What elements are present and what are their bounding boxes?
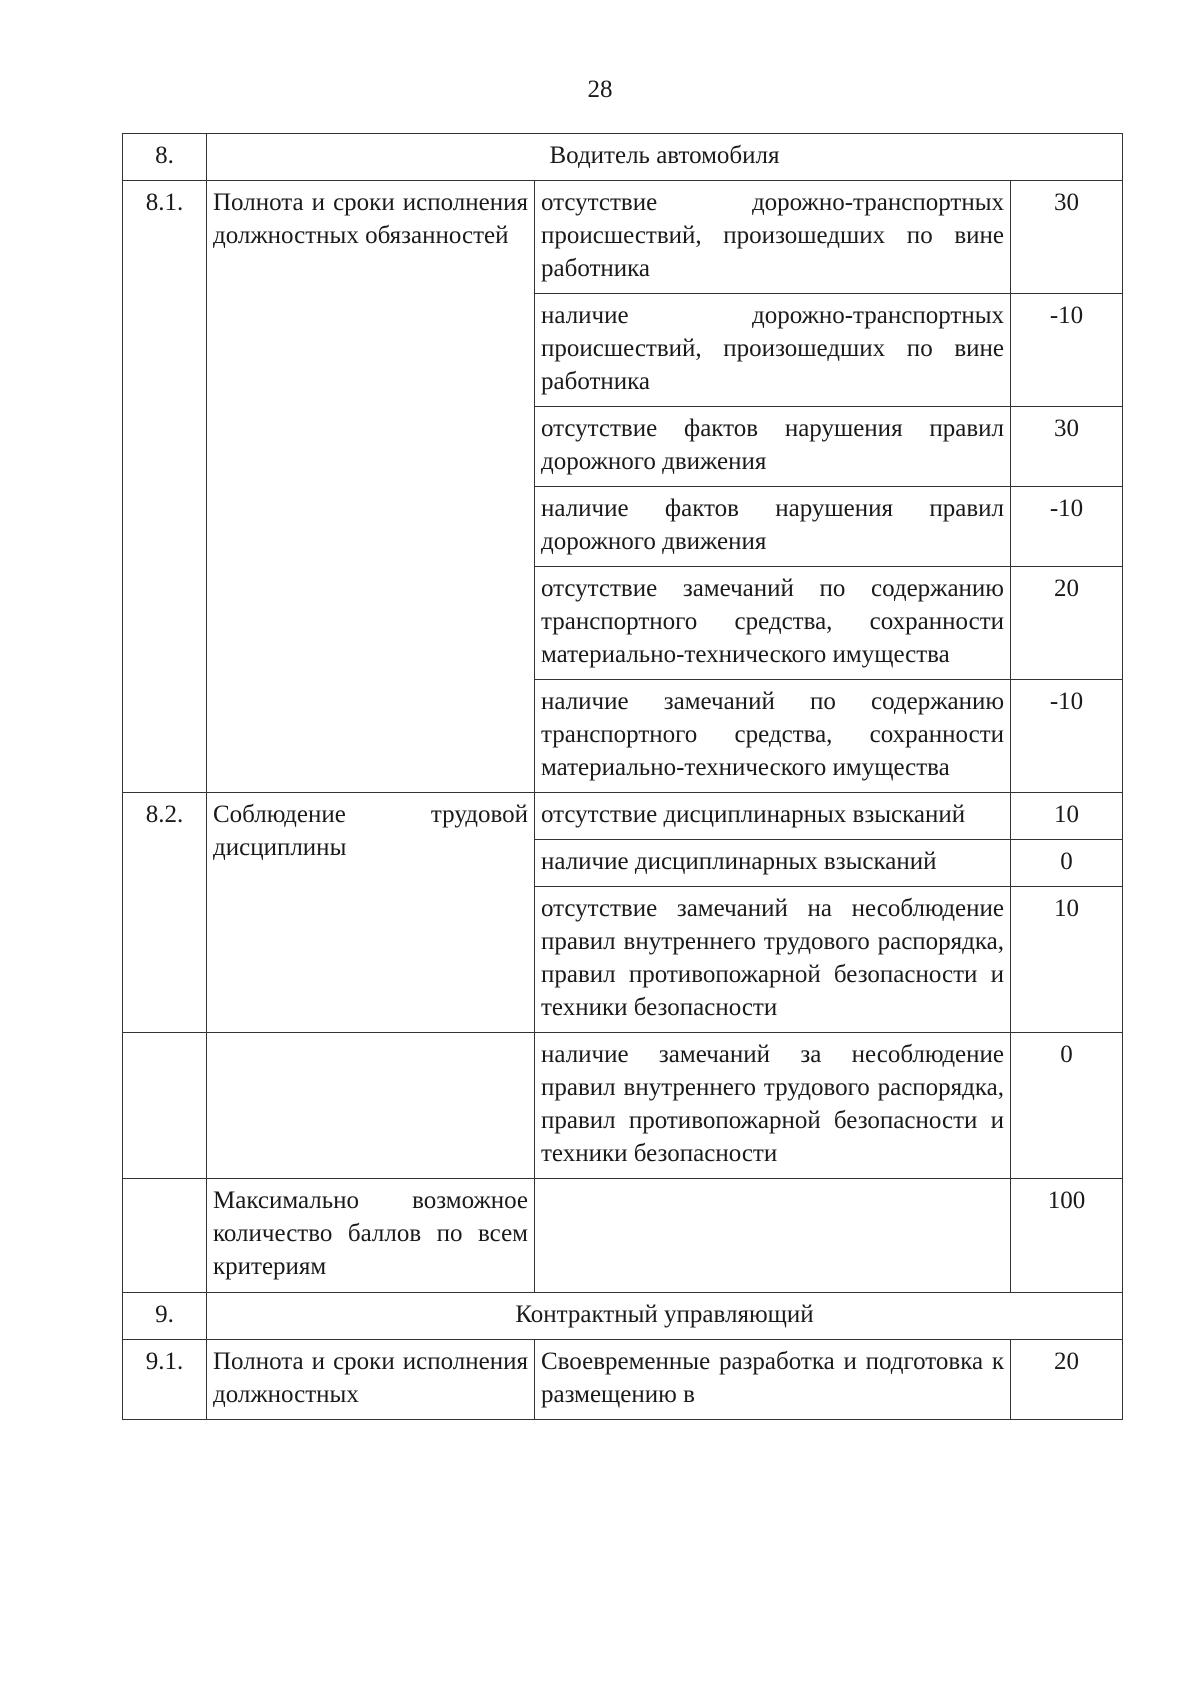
section-number: 9. [123,1293,207,1340]
section-title: Контрактный управляющий [207,1293,1123,1340]
table-row [123,1033,1123,1179]
criterion-number: 9.1. [123,1340,207,1420]
score-value: 0 [1011,1033,1123,1179]
empty-cell [123,1033,207,1179]
table-row [123,793,1123,840]
criterion-name: Соблюдение трудовой дисциплины [207,793,535,1033]
indicator-text: наличие фактов нарушения правил дорожного движения [535,487,1011,567]
table-row [123,181,1123,294]
score-value: 30 [1011,407,1123,487]
score-value: 10 [1011,793,1123,840]
section-header-row [123,1293,1123,1340]
criterion-name: Полнота и сроки исполнения должностных [207,1340,535,1420]
score-value: 0 [1011,840,1123,887]
empty-cell [207,1033,535,1179]
empty-cell [535,1179,1011,1293]
score-value: 10 [1011,887,1123,1033]
indicator-text: отсутствие замечаний по содержанию транспортного средства, сохранности материально-технического имущества [535,567,1011,680]
indicator-text: отсутствие дисциплинарных взысканий [535,793,1011,840]
indicator-text: Своевременные разработка и подготовка к размещению в [535,1340,1011,1420]
criterion-number: 8.2. [123,793,207,1033]
score-value: 20 [1011,567,1123,680]
max-score-row [123,1179,1123,1293]
max-score-label: Максимально возможное количество баллов по всем критериям [207,1179,535,1293]
criteria-table [122,133,1123,1420]
indicator-text: наличие замечаний за несоблюдение правил внутреннего трудового распорядка, правил противопожарной безопасности и техники безопасности [535,1033,1011,1179]
section-number: 8. [123,134,207,181]
score-value: -10 [1011,487,1123,567]
section-title: Водитель автомобиля [207,134,1123,181]
indicator-text: наличие замечаний по содержанию транспортного средства, сохранности материально-технического имущества [535,680,1011,793]
criterion-number: 8.1. [123,181,207,793]
indicator-text: отсутствие дорожно-транспортных происшествий, произошедших по вине работника [535,181,1011,294]
criterion-name: Полнота и сроки исполнения должностных обязанностей [207,181,535,793]
indicator-text: отсутствие фактов нарушения правил дорожного движения [535,407,1011,487]
score-value: 20 [1011,1340,1123,1420]
empty-cell [123,1179,207,1293]
table-row [123,1340,1123,1420]
score-value: 30 [1011,181,1123,294]
section-header-row [123,134,1123,181]
indicator-text: наличие дорожно-транспортных происшествий, произошедших по вине работника [535,294,1011,407]
indicator-text: наличие дисциплинарных взысканий [535,840,1011,887]
max-score-value: 100 [1011,1179,1123,1293]
page-number: 28 [587,76,613,103]
score-value: -10 [1011,680,1123,793]
score-value: -10 [1011,294,1123,407]
indicator-text: отсутствие замечаний на несоблюдение правил внутреннего трудового распорядка, правил противопожарной безопасности и техники безопасности [535,887,1011,1033]
